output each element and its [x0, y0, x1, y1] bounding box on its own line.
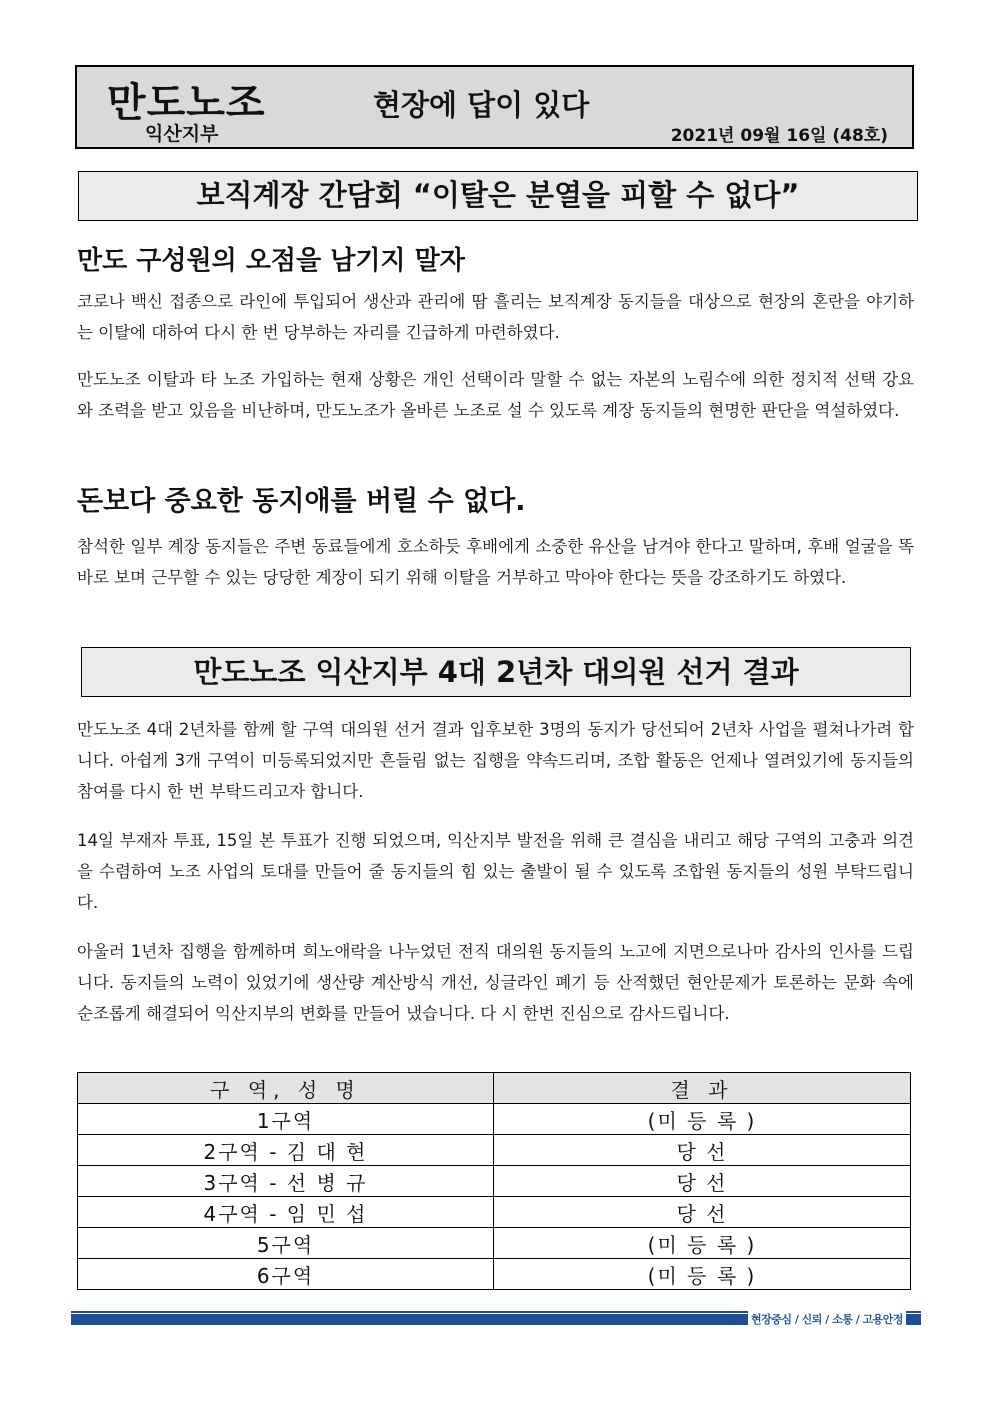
table-row — [78, 1135, 911, 1166]
article1-paragraph-1: 코로나 백신 접종으로 라인에 투입되어 생산과 관리에 땀 흘리는 보직계장 동지들을 대상으로 현장의 혼란을 야기하는 이탈에 대하여 다시 한 번 당부하는 자리를 긴급하게 마련하였다. — [77, 292, 914, 342]
issue-date: 2021년 09월 16일 (48호) — [670, 126, 888, 146]
district-cell: 1구역 — [78, 1104, 494, 1135]
footer-motto: 현장중심 / 신뢰 / 소통 / 고용안정 — [748, 1311, 906, 1327]
article1-paragraph-2: 만도노조 이탈과 타 노조 가입하는 현재 상황은 개인 선택이라 말할 수 없는 자본의 노림수에 의한 정치적 선택 강요와 조력을 받고 있음을 비난하며, 만도노조가 올바른 노조로 설 수 있도록 계장 동지들의 현명한 판단을 역설하였다. — [77, 370, 914, 420]
district-cell: 4구역 - 임 민 섭 — [78, 1197, 494, 1228]
result-cell: (미 등 록 ) — [494, 1104, 911, 1135]
table-row — [78, 1259, 911, 1290]
newsletter-slogan: 현장에 답이 있다 — [373, 88, 590, 122]
article1-subheading-2: 돈보다 중요한 동지애를 버릴 수 없다. — [77, 486, 526, 517]
article2-headline: 만도노조 익산지부 4대 2년차 대의원 선거 결과 — [81, 647, 911, 697]
result-cell: 당 선 — [494, 1166, 911, 1197]
article2-paragraph-1: 만도노조 4대 2년차를 함께 할 구역 대의원 선거 결과 입후보한 3명의 동지가 당선되어 2년차 사업을 펼쳐나가려 합니다. 아쉽게 3개 구역이 미등록되었지만 흔들림 없는 집행을 약속드리며, 조합 활동은 언제나 열려있기에 동지들의 참여를 다시 한 번 부탁드리고자 합니다. — [77, 720, 914, 801]
article1-subheading-1: 만도 구성원의 오점을 남기지 말자 — [77, 246, 465, 276]
result-cell: (미 등 록 ) — [494, 1259, 911, 1290]
result-cell: 당 선 — [494, 1197, 911, 1228]
district-cell: 5구역 — [78, 1228, 494, 1259]
article2-paragraph-3: 아울러 1년차 집행을 함께하며 희노애락을 나누었던 전직 대의원 동지들의 노고에 지면으로나마 감사의 인사를 드립니다. 동지들의 노력이 있었기에 생산량 계산방식 개선, 싱글라인 폐기 등 산적했던 현안문제가 토론하는 문화 속에 순조롭게 해결되어 익산지부의 변화를 만들어 냈습니다. 다 시 한번 진심으로 감사드립니다. — [77, 942, 914, 1023]
district-cell: 3구역 - 선 병 규 — [78, 1166, 494, 1197]
table-row — [78, 1104, 911, 1135]
header-district-name: 구 역, 성 명 — [78, 1073, 494, 1104]
branch-name: 익산지부 — [145, 123, 219, 145]
table-row — [78, 1197, 911, 1228]
table-row — [78, 1228, 911, 1259]
table-header-row — [78, 1073, 911, 1104]
article2-paragraph-2: 14일 부재자 투표, 15일 본 투표가 진행 되었으며, 익산지부 발전을 위해 큰 결심을 내리고 해당 구역의 고충과 의견을 수렴하여 노조 사업의 토대를 만들어 줄 동지들의 힘 있는 출발이 될 수 있도록 조합원 동지들의 성원 부탁드립니다. — [77, 831, 914, 912]
article1-paragraph-3: 참석한 일부 계장 동지들은 주변 동료들에게 호소하듯 후배에게 소중한 유산을 남겨야 한다고 말하며, 후배 얼굴을 똑바로 보며 근무할 수 있는 당당한 계장이 되기 위해 이탈을 거부하고 막아야 한다는 뜻을 강조하기도 하였다. — [77, 537, 914, 587]
table-row — [78, 1166, 911, 1197]
election-results-table — [77, 1072, 911, 1290]
district-cell: 6구역 — [78, 1259, 494, 1290]
union-logo-text: 만도노조 — [107, 80, 266, 126]
article1-headline: 보직계장 간담회 “이탈은 분열을 피할 수 없다” — [78, 171, 918, 221]
district-cell: 2구역 - 김 대 현 — [78, 1135, 494, 1166]
result-cell: 당 선 — [494, 1135, 911, 1166]
result-cell: (미 등 록 ) — [494, 1228, 911, 1259]
header-result: 결 과 — [494, 1073, 911, 1104]
masthead — [75, 65, 914, 149]
